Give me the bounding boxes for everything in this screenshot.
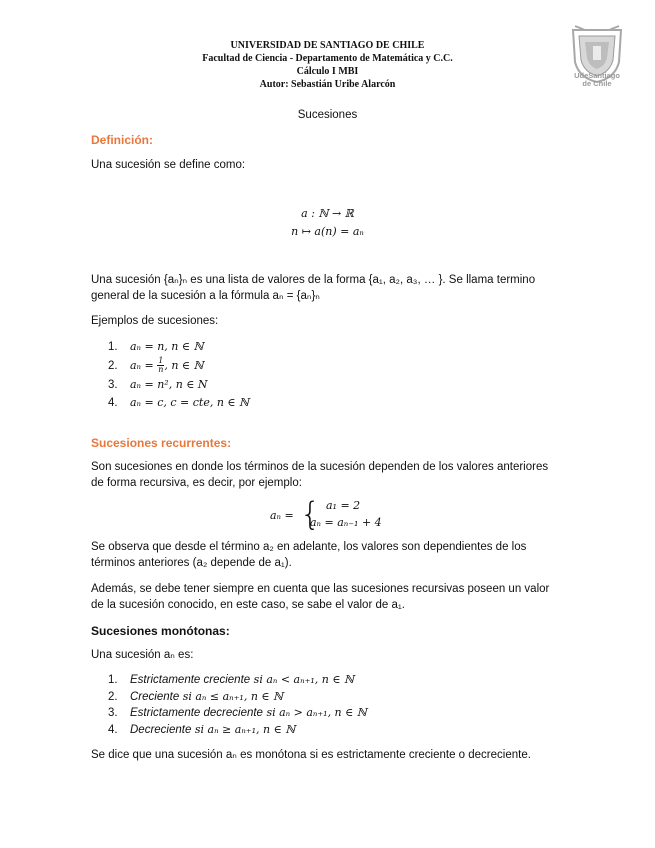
fraction-denominator: n: [158, 365, 164, 374]
logo-caption-line1: UdeSantiago: [574, 71, 620, 80]
page-title: Sucesiones: [297, 109, 358, 121]
example-formula-rhs: , n ∈ ℕ: [164, 358, 204, 372]
monotone-condition: si aₙ > aₙ₊₁, n ∈ ℕ: [262, 706, 367, 719]
note-line1: Además, se debe tener siempre en cuenta que las sucesiones recursivas poseen un valor: [91, 583, 550, 595]
example-item: [108, 378, 208, 391]
left-brace: {: [300, 495, 321, 533]
recursive-lhs: aₙ =: [270, 509, 294, 522]
monotone-label: Creciente: [130, 691, 180, 703]
monotone-intro: Una sucesión aₙ es:: [91, 649, 194, 661]
example-item: [108, 340, 204, 353]
monotone-condition: si aₙ < aₙ₊₁, n ∈ ℕ: [250, 673, 355, 686]
monotone-item: [108, 723, 295, 736]
faculty-name: Facultad de Ciencia - Departamento de Matemática y C.C.: [202, 53, 453, 64]
monotone-condition: si aₙ ≥ aₙ₊₁, n ∈ ℕ: [191, 723, 296, 736]
recurrent-paragraph-line1: Son sucesiones en donde los términos de la sucesión dependen de los valores anteriores: [91, 461, 549, 473]
monotone-condition: si aₙ ≤ aₙ₊₁, n ∈ ℕ: [179, 690, 284, 703]
logo-caption: [562, 72, 632, 88]
example-formula: aₙ = n, n ∈ ℕ: [130, 340, 204, 353]
monotone-heading: Sucesiones monótonas:: [91, 624, 230, 638]
example-formula: aₙ = n², n ∈ N: [130, 378, 208, 391]
recursive-case-1: a₁ = 2: [326, 499, 361, 512]
recursive-definition: [270, 495, 400, 534]
map-line-2: n ↦ a(n) = aₙ: [291, 225, 364, 238]
observation-line2: términos anteriores (a₂ depende de a₁).: [91, 557, 292, 569]
list-number: 1.: [108, 341, 118, 353]
author-name: Autor: Sebastián Uribe Alarcón: [259, 79, 396, 90]
note-line2: de la sucesión conocido, en este caso, se sabe el valor de a₁.: [91, 599, 405, 611]
monotone-item: [108, 673, 354, 686]
monotone-item: [108, 706, 367, 719]
observation-line1: Se observa que desde el término a₂ en adelante, los valores son dependientes de los: [91, 541, 527, 553]
recurrent-paragraph-line2: de forma recursiva, es decir, por ejemplo:: [91, 477, 302, 489]
definition-paragraph-line1: Una sucesión {aₙ}ₙ es una lista de valores de la forma {a₁, a₂, a₃, … }. Se llama termino: [91, 274, 536, 286]
fraction-numerator: 1: [158, 356, 164, 365]
list-number: 2.: [108, 691, 118, 703]
examples-intro: Ejemplos de sucesiones:: [91, 315, 219, 327]
example-item: [108, 357, 204, 374]
list-number: 4.: [108, 724, 118, 736]
monotone-label: Decreciente: [130, 724, 192, 736]
recurrent-heading: Sucesiones recurrentes:: [91, 436, 232, 450]
example-formula: aₙ = c, c = cte, n ∈ ℕ: [130, 396, 250, 409]
list-number: 1.: [108, 674, 118, 686]
list-number: 2.: [108, 359, 118, 372]
example-formula-lhs: aₙ =: [130, 358, 158, 372]
course-name: Cálculo I MBI: [296, 66, 359, 77]
list-number: 4.: [108, 397, 118, 409]
university-name: UNIVERSIDAD DE SANTIAGO DE CHILE: [230, 40, 425, 51]
map-line-1: a : ℕ → ℝ: [301, 207, 354, 220]
logo-caption-line2: de Chile: [582, 79, 612, 88]
definition-intro: Una sucesión se define como:: [91, 159, 246, 171]
example-item: [108, 396, 249, 409]
monotone-label: Estrictamente creciente: [130, 674, 251, 686]
recursive-case-2: aₙ = aₙ₋₁ + 4: [310, 516, 382, 529]
definition-heading: Definición:: [91, 133, 153, 147]
definition-paragraph-line2: general de la sucesión a la fórmula aₙ = {aₙ}ₙ: [91, 290, 320, 302]
monotone-label: Estrictamente decreciente: [130, 707, 263, 719]
monotone-conclusion: Se dice que una sucesión aₙ es monótona si es estrictamente creciente o decreciente.: [91, 749, 531, 761]
list-number: 3.: [108, 379, 118, 391]
list-number: 3.: [108, 707, 118, 719]
monotone-item: [108, 690, 283, 703]
